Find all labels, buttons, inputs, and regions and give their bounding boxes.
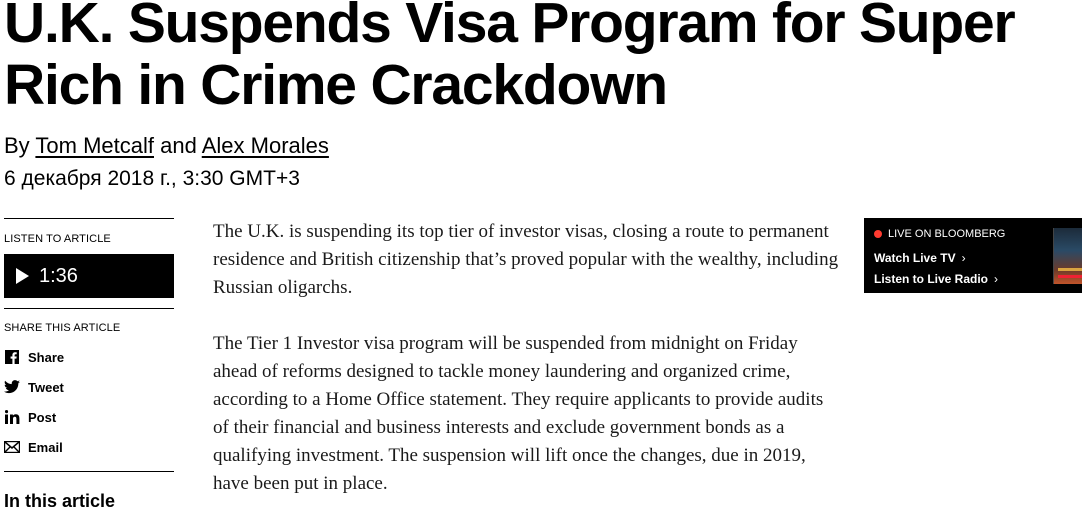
left-rail xyxy=(4,218,174,512)
listen-play-button[interactable] xyxy=(4,254,174,298)
publish-date: 6 декабря 2018 г., 3:30 GMT+3 xyxy=(4,167,300,190)
chevron-right-icon: › xyxy=(994,272,999,286)
email-icon xyxy=(4,439,20,455)
twitter-icon xyxy=(4,379,20,395)
live-header xyxy=(874,228,1005,240)
listen-live-radio-label: Listen to Live Radio xyxy=(874,272,989,286)
author-link-tom-metcalf[interactable]: Tom Metcalf xyxy=(35,133,154,158)
chevron-right-icon: › xyxy=(961,251,966,265)
share-facebook-button[interactable] xyxy=(4,342,174,372)
linkedin-icon xyxy=(4,409,20,425)
live-tv-thumbnail[interactable] xyxy=(1053,228,1082,284)
thumbnail-ticker-bar xyxy=(1058,275,1082,278)
share-twitter-label: Tweet xyxy=(28,379,64,395)
divider xyxy=(4,218,174,219)
live-dot-icon xyxy=(874,230,882,238)
listen-duration: 1:36 xyxy=(39,264,78,287)
article-body xyxy=(213,218,843,526)
byline-prefix: By xyxy=(4,133,30,158)
byline xyxy=(4,132,329,160)
article-paragraph: The U.K. is suspending its top tier of investor visas, closing a route to permanent residence and British citizenship that’s proved popular with the wealthy, including Russian oligarchs. xyxy=(213,221,839,298)
facebook-icon xyxy=(4,349,20,365)
share-label: SHARE THIS ARTICLE xyxy=(4,322,121,334)
divider xyxy=(4,471,174,472)
listen-live-radio-link[interactable] xyxy=(874,272,998,286)
share-twitter-button[interactable] xyxy=(4,372,174,402)
share-linkedin-label: Post xyxy=(28,409,57,425)
live-label: LIVE ON BLOOMBERG xyxy=(888,228,1006,240)
share-list xyxy=(4,342,174,462)
author-link-alex-morales[interactable]: Alex Morales xyxy=(201,133,329,158)
share-email-button[interactable] xyxy=(4,432,174,462)
divider xyxy=(4,308,174,309)
listen-label: LISTEN TO ARTICLE xyxy=(4,233,111,245)
byline-conjunction: and xyxy=(160,133,197,158)
watch-live-tv-link[interactable] xyxy=(874,251,966,265)
article-headline: U.K. Suspends Visa Program for Super Rich in Crime Crackdown xyxy=(4,0,1015,117)
play-icon xyxy=(16,268,29,284)
live-on-bloomberg-widget xyxy=(864,218,1082,293)
article-paragraph: The Tier 1 Investor visa program will be suspended from midnight on Friday ahead of reforms designed to tackle money laundering and organized crime, according to a Home Office statement. They require applicants to provide audits of their financial and business interests and exclude government bonds as a qualifying investment. The suspension will lift once the changes, due in 2019, have been put in place. xyxy=(213,333,824,494)
share-email-label: Email xyxy=(28,439,63,455)
thumbnail-ticker-bar xyxy=(1058,268,1082,271)
in-this-article-heading: In this article xyxy=(4,491,116,511)
share-linkedin-button[interactable] xyxy=(4,402,174,432)
share-facebook-label: Share xyxy=(28,349,65,365)
watch-live-tv-label: Watch Live TV xyxy=(874,251,956,265)
